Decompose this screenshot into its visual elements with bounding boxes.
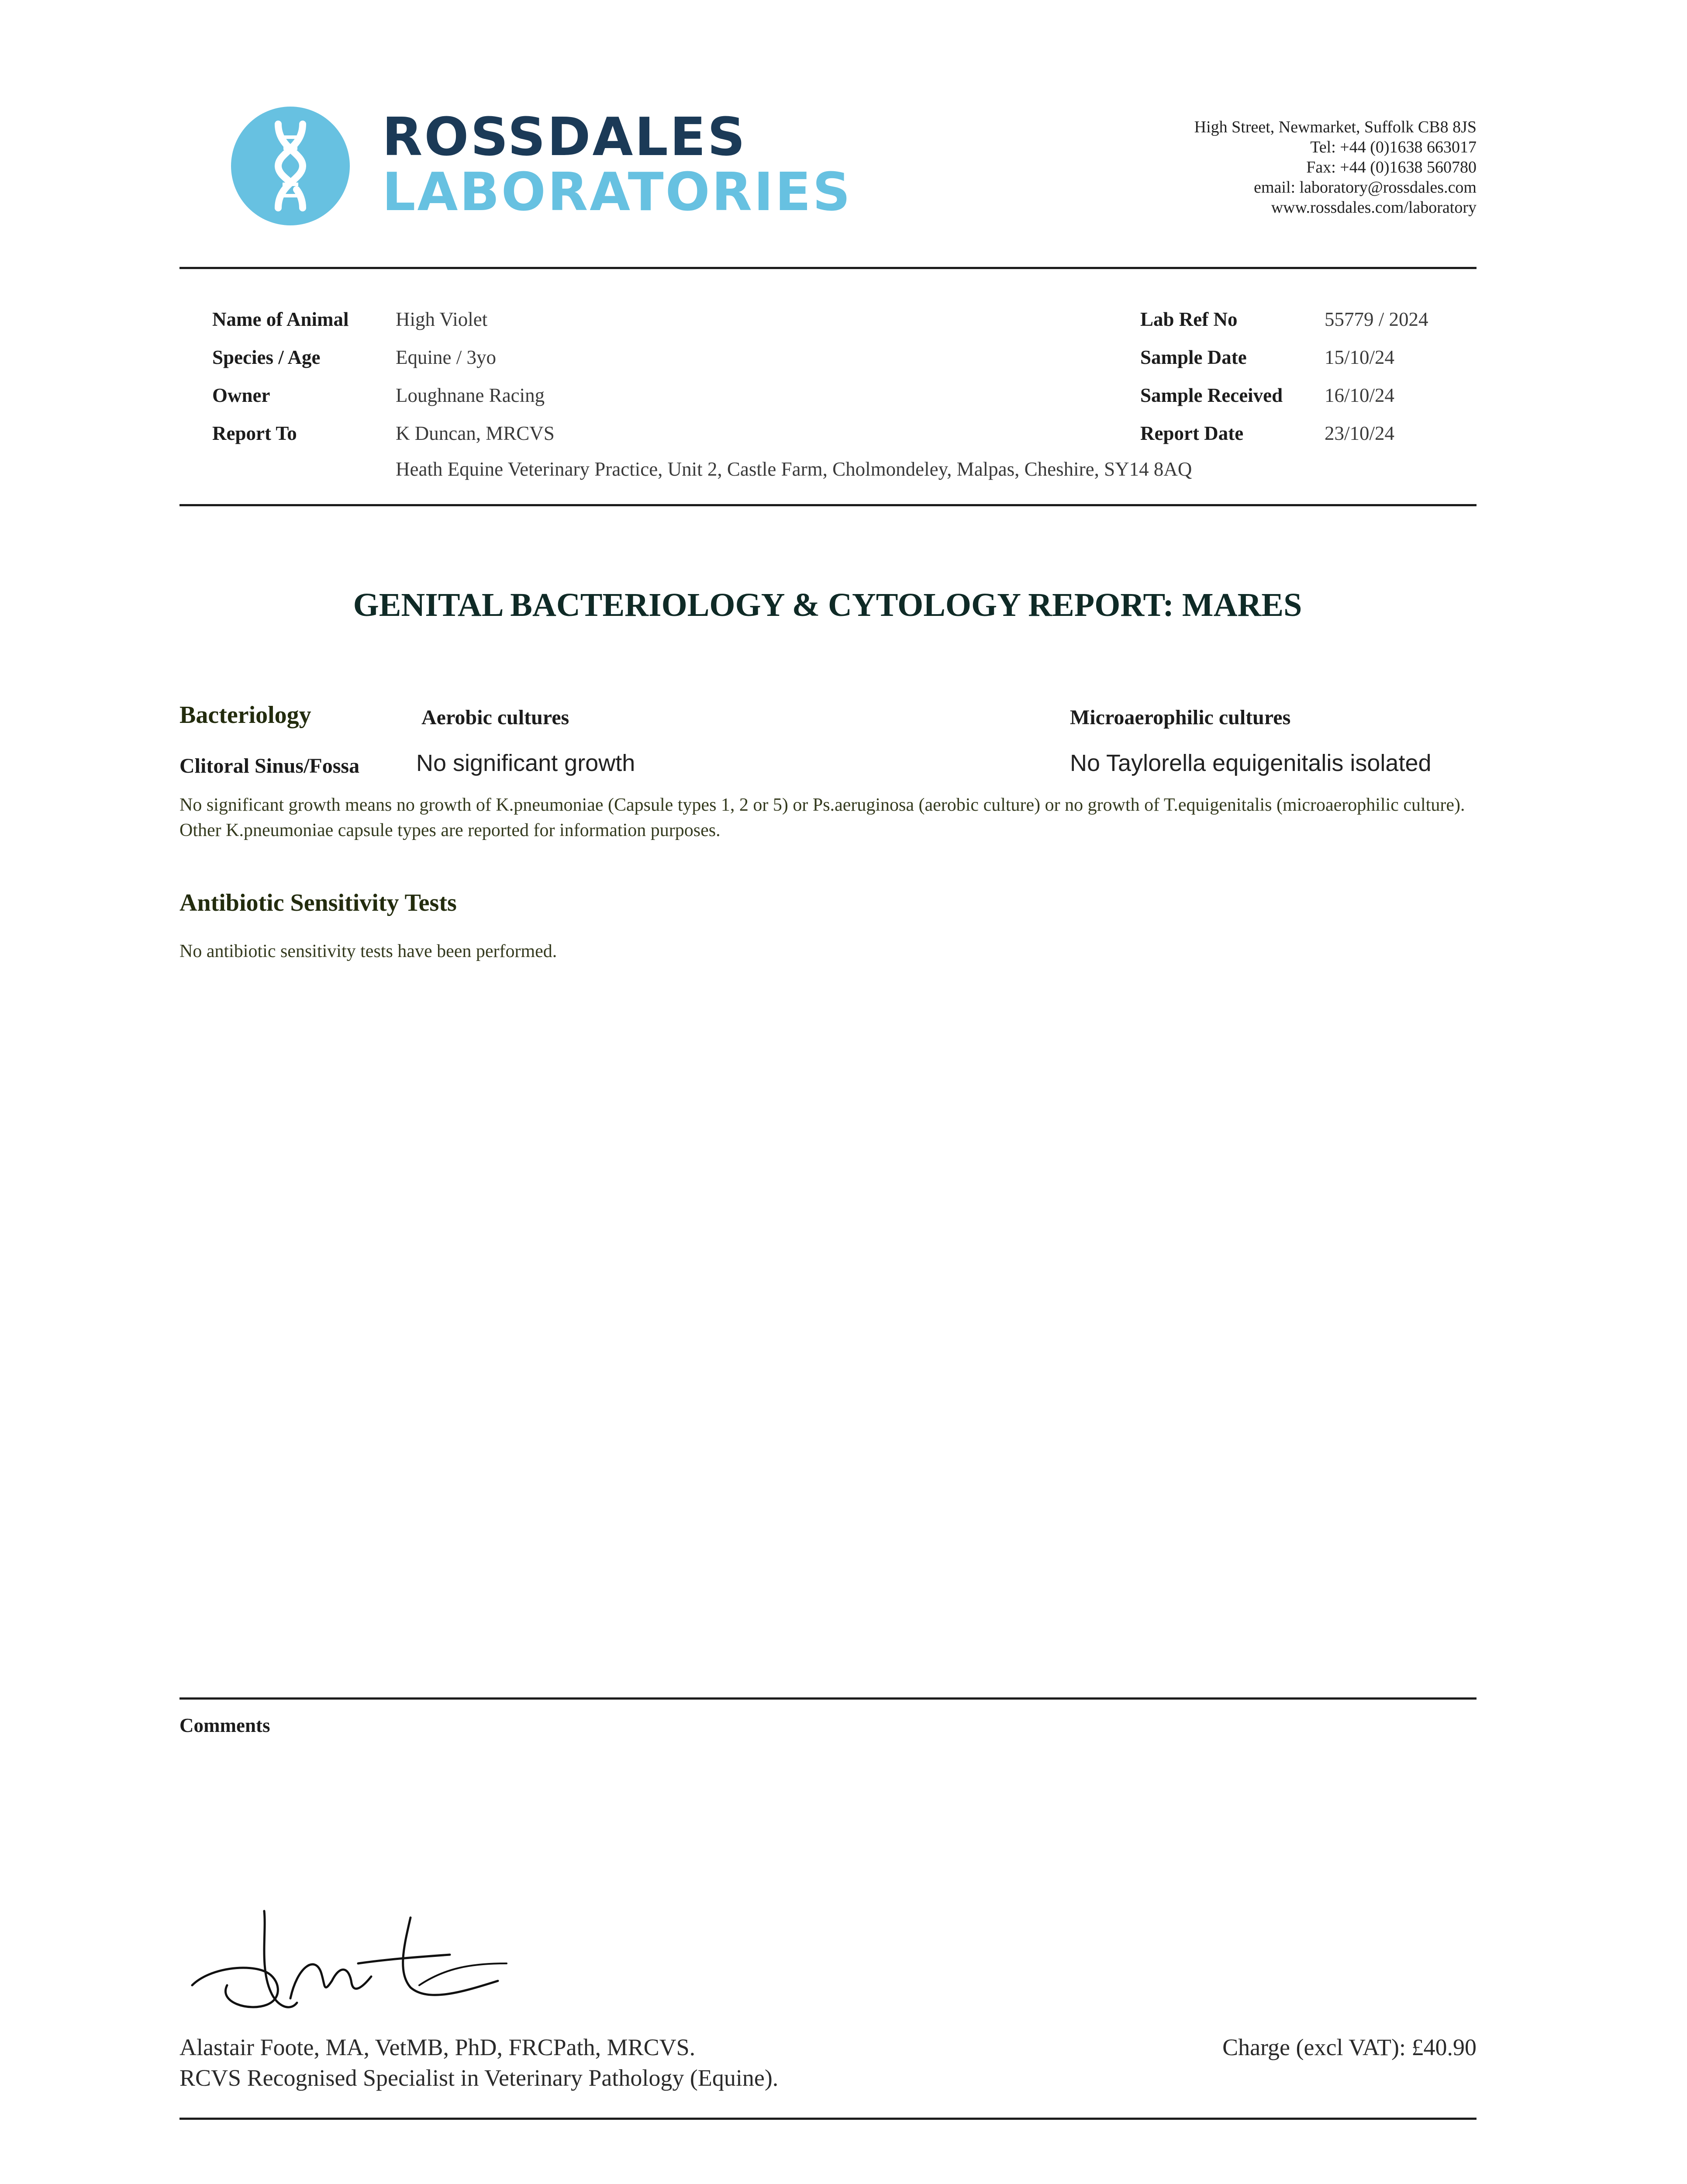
sample-received-label: Sample Received bbox=[1140, 384, 1283, 406]
report-date-value: 23/10/24 bbox=[1325, 422, 1395, 444]
divider-bottom bbox=[179, 2118, 1477, 2120]
charge-amount: Charge (excl VAT): £40.90 bbox=[1222, 2034, 1477, 2060]
sample-received-value: 16/10/24 bbox=[1325, 384, 1395, 406]
sample-site-label: Clitoral Sinus/Fossa bbox=[179, 754, 360, 778]
microaerophilic-cultures-heading: Microaerophilic cultures bbox=[1070, 706, 1291, 729]
lab-address-block bbox=[1194, 117, 1477, 218]
report-to-value: K Duncan, MRCVS bbox=[396, 422, 555, 444]
comments-heading: Comments bbox=[179, 1714, 270, 1736]
divider-comments bbox=[179, 1697, 1477, 1700]
website-line: www.rossdales.com/laboratory bbox=[1271, 198, 1477, 217]
signature-image bbox=[183, 1898, 515, 2020]
bacteriology-note: No significant growth means no growth of K.pneumoniae (Capsule types 1, 2 or 5) or Ps.aeruginosa (aerobic culture) or no growth of T.equigenitalis (microaerophilic culture). Other K.pneumoniae capsule types are reported for information purposes. bbox=[179, 795, 1465, 840]
microaerophilic-result: No Taylorella equigenitalis isolated bbox=[1070, 750, 1432, 776]
logo-wordmark-top: ROSSDALES bbox=[382, 107, 747, 168]
address-line: High Street, Newmarket, Suffolk CB8 8JS bbox=[1194, 118, 1477, 136]
name-label: Name of Animal bbox=[212, 308, 349, 330]
fax-line: Fax: +44 (0)1638 560780 bbox=[1306, 158, 1477, 176]
owner-label: Owner bbox=[212, 384, 270, 406]
phone-line: Tel: +44 (0)1638 663017 bbox=[1310, 138, 1477, 156]
species-value: Equine / 3yo bbox=[396, 346, 496, 368]
name-value: High Violet bbox=[396, 308, 488, 330]
divider-details bbox=[179, 504, 1477, 506]
antibiotic-heading: Antibiotic Sensitivity Tests bbox=[179, 889, 457, 916]
sample-date-label: Sample Date bbox=[1140, 346, 1247, 368]
aerobic-cultures-heading: Aerobic cultures bbox=[421, 706, 569, 729]
logo-wordmark-bottom: LABORATORIES bbox=[382, 162, 852, 223]
report-title: GENITAL BACTERIOLOGY & CYTOLOGY REPORT: MARES bbox=[353, 587, 1302, 623]
report-to-label: Report To bbox=[212, 422, 297, 444]
owner-value: Loughnane Racing bbox=[396, 384, 545, 406]
lab-ref-label: Lab Ref No bbox=[1140, 308, 1238, 330]
signatory-name: Alastair Foote, MA, VetMB, PhD, FRCPath, MRCVS. bbox=[179, 2034, 696, 2060]
lab-ref-value: 55779 / 2024 bbox=[1325, 308, 1428, 330]
email-line: email: laboratory@rossdales.com bbox=[1254, 178, 1477, 197]
signatory-title: RCVS Recognised Specialist in Veterinary Pathology (Equine). bbox=[179, 2065, 779, 2091]
bacteriology-heading: Bacteriology bbox=[179, 702, 311, 729]
species-label: Species / Age bbox=[212, 346, 321, 368]
dna-logo-icon bbox=[231, 107, 350, 225]
sample-date-value: 15/10/24 bbox=[1325, 346, 1395, 368]
aerobic-result: No significant growth bbox=[416, 750, 635, 776]
divider-top bbox=[179, 267, 1477, 269]
antibiotic-text: No antibiotic sensitivity tests have been performed. bbox=[179, 941, 557, 961]
practice-address: Heath Equine Veterinary Practice, Unit 2, Castle Farm, Cholmondeley, Malpas, Cheshire, SY14 8AQ bbox=[396, 458, 1192, 480]
report-date-label: Report Date bbox=[1140, 422, 1244, 444]
